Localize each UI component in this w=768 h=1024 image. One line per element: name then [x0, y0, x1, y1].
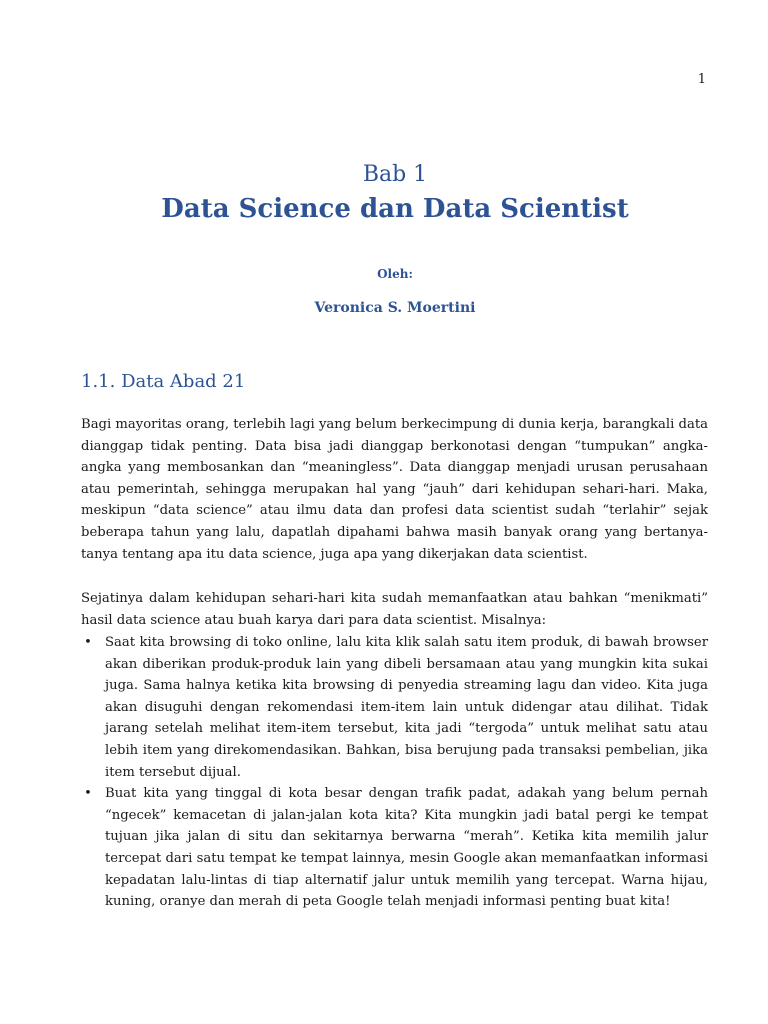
author-name: Veronica S. Moertini — [314, 300, 476, 316]
list-item — [81, 783, 708, 913]
list-item — [81, 632, 708, 783]
chapter-title: Data Science dan Data Scientist — [161, 194, 629, 224]
page-number: 1 — [697, 72, 706, 87]
bullet-list — [81, 632, 708, 913]
section-heading: 1.1. Data Abad 21 — [81, 371, 246, 392]
body-paragraph-1: Bagi mayoritas orang, terlebih lagi yang belum berkecimpung di dunia kerja, barangkali data dianggap tidak penting. Data bisa jadi dianggap berkonotasi dengan “tumpukan” angka-angka yang membosankan dan “meaningless”. Data dianggap menjadi urusan perusahaan atau pemerintah, sehingga merupakan hal yang “jauh” dari kehidupan sehari-hari. Maka, meskipun “data science” atau ilmu data dan profesi data scientist sudah “terlahir” sejak beberapa tahun yang lalu, dapatlah dipahami bahwa masih banyak orang yang bertanya-tanya tentang apa itu data science, juga apa yang dikerjakan data scientist. — [81, 417, 708, 562]
chapter-label: Bab 1 — [362, 162, 428, 187]
list-item-text: Saat kita browsing di toko online, lalu kita klik salah satu item produk, di bawah browser akan diberikan produk-produk lain yang dibeli bersamaan atau yang mungkin kita sukai juga. Sama halnya ketika kita browsing di penyedia streaming lagu dan video. Kita juga akan disuguhi dengan rekomendasi item-item lain untuk didengar atau dilihat. Tidak jarang setelah melihat item-item tersebut, kita jadi “tergoda” untuk melihat satu atau lebih item yang direkomendasikan. Bahkan, bisa berujung pada transaksi pembelian, jika item tersebut dijual. — [105, 635, 708, 780]
bullet-icon: • — [84, 786, 92, 802]
list-item-text: Buat kita yang tinggal di kota besar dengan trafik padat, adakah yang belum pernah “ngecek” kemacetan di jalan-jalan kota kita? Kita mungkin jadi batal pergi ke tempat tujuan jika jalan di situ dan sekitarnya berwarna “merah”. Ketika kita memilih jalur tercepat dari satu tempat ke tempat lainnya, mesin Google akan memanfaatkan informasi kepadatan lalu-lintas di tiap alternatif jalur untuk memilih yang tercepat. Warna hijau, kuning, oranye dan merah di peta Google telah menjadi informasi penting buat kita! — [105, 786, 708, 910]
author-label: Oleh: — [377, 267, 413, 281]
body-paragraph-2: Sejatinya dalam kehidupan sehari-hari kita sudah memanfaatkan atau bahkan “menikmati” hasil data science atau buah karya dari para data scientist. Misalnya: — [81, 591, 708, 628]
bullet-icon: • — [84, 635, 92, 650]
